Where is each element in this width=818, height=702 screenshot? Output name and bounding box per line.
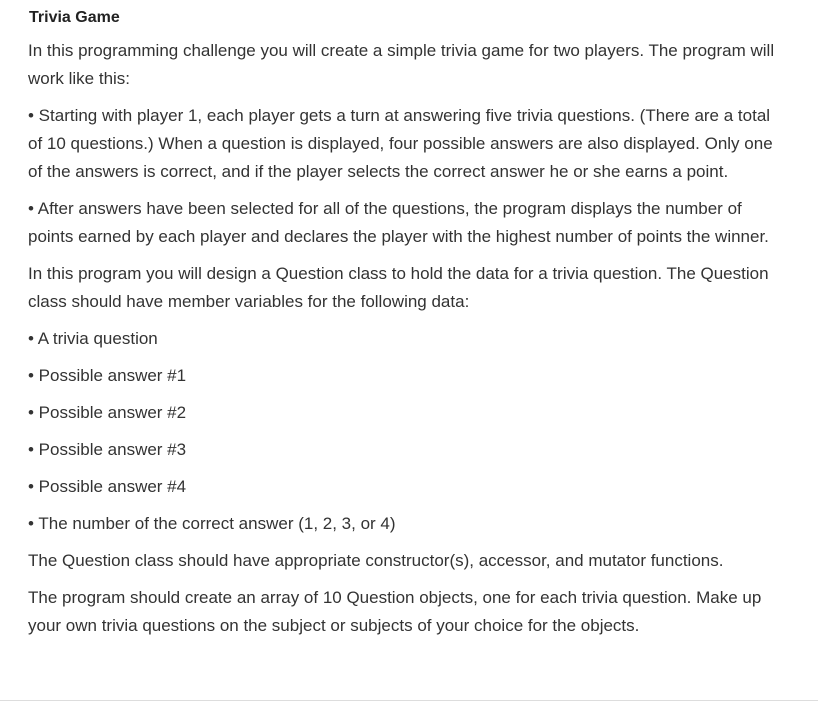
document-title: Trivia Game <box>29 9 120 26</box>
rule-turns-paragraph: • Starting with player 1, each player gets a turn at answering five trivia questions. (There are a total of 10 questions.) When a question is displayed, four possible answers are also displayed. Only one of the answers is correct, and if the player selects the correct answer he or she earns a point. <box>28 106 773 181</box>
document-body <box>28 6 788 649</box>
functions-paragraph: The Question class should have appropriate constructor(s), accessor, and mutator functions. <box>28 551 724 570</box>
rule-winner-paragraph: • After answers have been selected for all of the questions, the program displays the number of points earned by each player and declares the player with the highest number of points the winner. <box>28 199 769 246</box>
member-item-answer-3: • Possible answer #3 <box>28 440 187 459</box>
member-item-correct-number: • The number of the correct answer (1, 2, 3, or 4) <box>28 514 396 533</box>
member-item-answer-4: • Possible answer #4 <box>28 477 187 496</box>
member-item-answer-1: • Possible answer #1 <box>28 366 187 385</box>
question-class-paragraph: In this program you will design a Question class to hold the data for a trivia question. The Question class should have member variables for the following data: <box>28 264 769 311</box>
member-item-answer-2: • Possible answer #2 <box>28 403 187 422</box>
intro-paragraph: In this programming challenge you will create a simple trivia game for two players. The program will work like this: <box>28 41 775 88</box>
array-paragraph: The program should create an array of 10 Question objects, one for each trivia question. Make up your own trivia questions on the subject or subjects of your choice for the objects. <box>28 588 762 635</box>
bottom-divider <box>0 700 818 701</box>
member-item-question: • A trivia question <box>28 329 158 348</box>
